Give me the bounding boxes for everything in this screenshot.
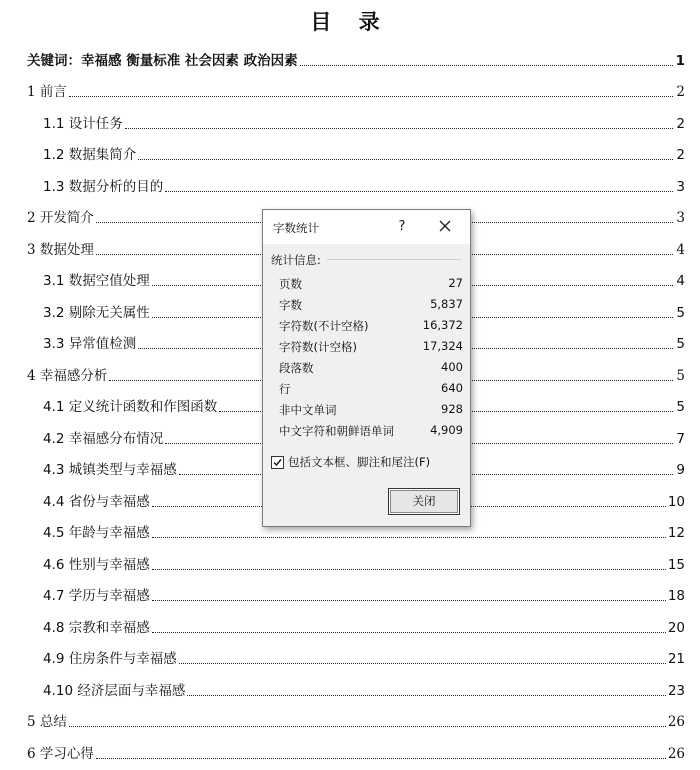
toc-entry-label: 5 总结	[27, 714, 67, 730]
stat-value: 4,909	[430, 423, 463, 437]
toc-leader-dots	[179, 663, 666, 664]
toc-entry-label: 3.3 异常值检测	[43, 336, 137, 352]
toc-page-number: 2	[676, 116, 685, 132]
toc-entry-1-2[interactable]	[43, 142, 685, 164]
toc-page-number: 18	[667, 588, 685, 604]
word-count-dialog	[262, 209, 471, 527]
stat-label: 字符数(计空格)	[279, 340, 357, 354]
toc-leader-dots	[152, 537, 666, 538]
toc-entry-label: 4 幸福感分析	[27, 368, 108, 384]
toc-page-number: 4	[676, 273, 685, 289]
toc-entry-label: 1.3 数据分析的目的	[43, 179, 164, 195]
toc-page-number: 3	[676, 179, 685, 195]
toc-entry-4-8[interactable]	[43, 615, 685, 637]
toc-page-number: 5	[676, 368, 685, 384]
toc-entry-label: 4.7 学历与幸福感	[43, 588, 150, 604]
stat-row-pages	[279, 276, 463, 294]
toc-entry-1-3[interactable]	[43, 174, 685, 196]
help-button[interactable]: ?	[398, 219, 406, 234]
toc-page-number: 4	[676, 242, 685, 258]
toc-entry-label: 1.1 设计任务	[43, 116, 123, 132]
toc-entry-5[interactable]	[27, 709, 685, 731]
statistics-group-label: 统计信息:	[271, 253, 321, 267]
toc-leader-dots	[69, 726, 666, 727]
stat-value: 27	[448, 276, 463, 290]
toc-leader-dots	[138, 159, 673, 160]
stat-value: 400	[441, 360, 463, 374]
toc-page-number: 5	[676, 336, 685, 352]
toc-leader-dots	[152, 569, 666, 570]
toc-page-number: 21	[667, 651, 685, 667]
toc-page-number: 26	[667, 746, 685, 762]
stat-row-non-chinese-words	[279, 402, 463, 420]
toc-entry-1-1[interactable]	[43, 111, 685, 133]
toc-entry-label: 4.8 宗教和幸福感	[43, 620, 150, 636]
toc-entry-keywords[interactable]	[27, 48, 685, 70]
stat-row-paragraphs	[279, 360, 463, 378]
toc-leader-dots	[152, 632, 666, 633]
toc-entry-label: 1 前言	[27, 84, 67, 100]
toc-leader-dots	[152, 600, 666, 601]
dialog-titlebar[interactable]	[263, 210, 470, 244]
toc-page-number: 3	[676, 210, 685, 226]
toc-entry-1[interactable]	[27, 79, 685, 101]
toc-entry-label: 3 数据处理	[27, 242, 94, 258]
toc-page-number: 2	[676, 147, 685, 163]
toc-entry-label: 关键词：幸福感 衡量标准 社会因素 政治因素	[27, 53, 298, 69]
stat-label: 字数	[279, 298, 302, 312]
stat-row-chars-no-spaces	[279, 318, 463, 336]
toc-entry-label: 4.10 经济层面与幸福感	[43, 683, 186, 699]
group-divider	[327, 259, 461, 260]
checkmark-icon	[272, 457, 283, 468]
close-button[interactable]: 关闭	[388, 488, 460, 515]
toc-page-number: 12	[667, 525, 685, 541]
stat-value: 5,837	[430, 297, 463, 311]
stat-value: 640	[441, 381, 463, 395]
toc-page-number: 1	[675, 53, 685, 69]
stat-row-lines	[279, 381, 463, 399]
x-icon	[439, 220, 451, 232]
stat-label: 中文字符和朝鲜语单词	[279, 424, 394, 438]
toc-page-number: 26	[667, 714, 685, 730]
stat-label: 页数	[279, 277, 302, 291]
toc-leader-dots	[165, 191, 673, 192]
stat-value: 17,324	[422, 339, 463, 353]
stat-row-cjk-chars	[279, 423, 463, 441]
toc-page-number: 5	[676, 305, 685, 321]
toc-entry-label: 3.1 数据空值处理	[43, 273, 150, 289]
toc-leader-dots	[125, 128, 673, 129]
stat-row-words	[279, 297, 463, 315]
toc-entry-label: 1.2 数据集简介	[43, 147, 137, 163]
toc-entry-4-6[interactable]	[43, 552, 685, 574]
toc-entry-4-9[interactable]	[43, 646, 685, 668]
stat-row-chars-with-spaces	[279, 339, 463, 357]
toc-entry-label: 3.2 剔除无关属性	[43, 305, 150, 321]
toc-leader-dots	[300, 65, 673, 66]
dialog-title: 字数统计	[273, 221, 319, 235]
stat-label: 非中文单词	[279, 403, 337, 417]
stat-label: 字符数(不计空格)	[279, 319, 369, 333]
toc-page-number: 15	[667, 557, 685, 573]
toc-entry-6[interactable]	[27, 741, 685, 763]
toc-entry-4-7[interactable]	[43, 583, 685, 605]
toc-page-number: 2	[676, 84, 685, 100]
include-textboxes-checkbox[interactable]	[271, 454, 430, 470]
close-icon[interactable]	[433, 216, 457, 238]
toc-entry-label: 4.9 住房条件与幸福感	[43, 651, 177, 667]
page-title: 目 录	[310, 9, 390, 34]
checkbox-label: 包括文本框、脚注和尾注(F)	[288, 455, 431, 469]
toc-page-number: 9	[676, 462, 685, 478]
toc-entry-4-10[interactable]	[43, 678, 685, 700]
toc-leader-dots	[187, 695, 665, 696]
toc-page-number: 20	[667, 620, 685, 636]
stat-label: 行	[279, 382, 291, 396]
toc-page-number: 7	[676, 431, 685, 447]
toc-entry-label: 6 学习心得	[27, 746, 94, 762]
toc-page-number: 23	[667, 683, 685, 699]
checkbox-box[interactable]	[271, 456, 284, 469]
stat-value: 928	[441, 402, 463, 416]
stat-label: 段落数	[279, 361, 314, 375]
toc-page-number: 5	[676, 399, 685, 415]
toc-entry-label: 4.2 幸福感分布情况	[43, 431, 164, 447]
toc-entry-label: 4.4 省份与幸福感	[43, 494, 150, 510]
toc-leader-dots	[69, 96, 673, 97]
toc-page-number: 10	[667, 494, 685, 510]
toc-entry-label: 4.1 定义统计函数和作图函数	[43, 399, 218, 415]
toc-entry-label: 4.5 年龄与幸福感	[43, 525, 150, 541]
toc-entry-label: 4.6 性别与幸福感	[43, 557, 150, 573]
toc-leader-dots	[96, 758, 666, 759]
toc-entry-label: 4.3 城镇类型与幸福感	[43, 462, 177, 478]
toc-entry-label: 2 开发简介	[27, 210, 94, 226]
stat-value: 16,372	[422, 318, 463, 332]
